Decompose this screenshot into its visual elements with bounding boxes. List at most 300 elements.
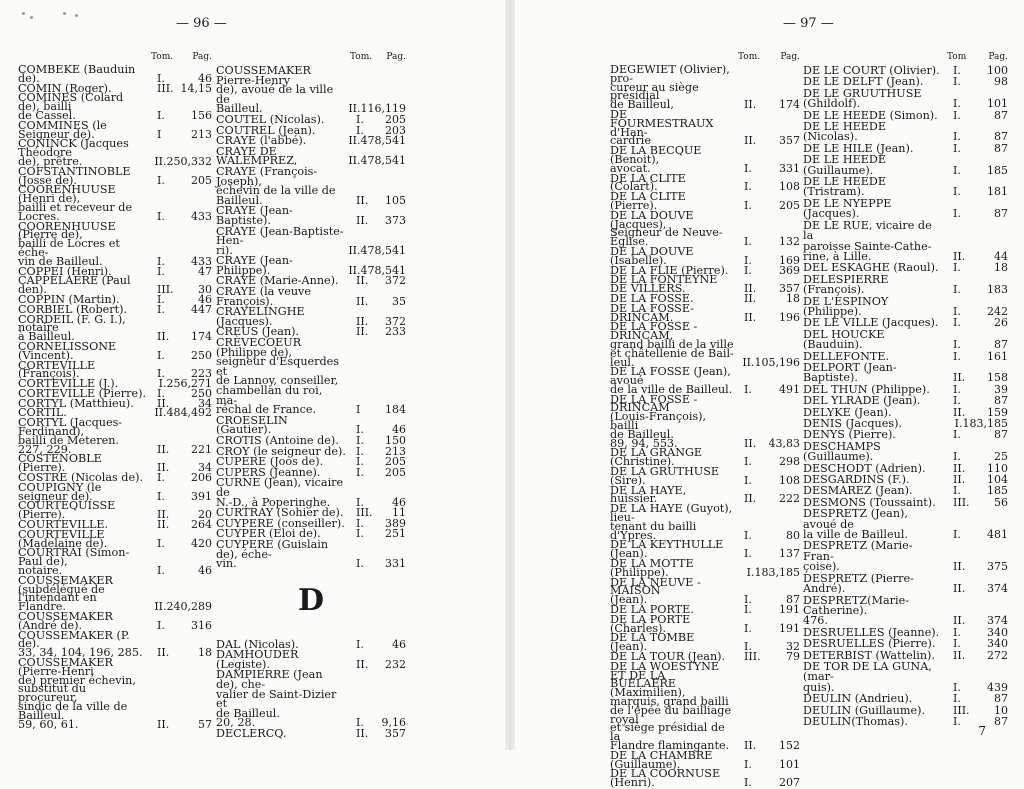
index-entry [18,183,212,223]
entry-name: COMMINES (le Seigneur de). [18,118,107,141]
entry-name: DE LA CLITE (Colart). [610,171,686,194]
entry-name: DESPRETZ (Jean), avoué de la ville de Bailleul. [803,507,908,542]
entry-name: CUYPERE (Guislain de), éche- vin. [216,537,329,571]
entry-volume: I. [953,207,961,221]
index-entry [18,339,212,362]
entry-page: II.240,289 [154,600,212,614]
entry-page: 87 [994,428,1008,442]
entry-name: CORBIEL (Robert). [18,302,128,316]
index-entry [803,327,1008,352]
entry-volume: I. [744,263,752,277]
entry-volume: II. [356,314,369,328]
index-entry [803,155,1008,176]
entry-volume: III. [356,506,373,520]
entry-volume: I. [157,264,165,278]
entry-name: DESRUELLES (Jeanne). [803,625,940,639]
entry-volume: I. [157,386,165,400]
entry-name: CURTRAY (Sohier de). [216,506,344,520]
entry-name: DETERBIST (Wattelin). [803,648,935,662]
entry-name: DE LA FOSSE - DRINCAM (Louis-François), bailli de Bailleul. 89, 94, 553. [610,392,707,450]
entry-name: CRAYE DE WALEMPREZ, [216,144,298,168]
entry-page: 357 [385,727,406,741]
entry-name: DE LE GRUUTHUSE (Ghildolf). [803,86,922,111]
ink-speck [63,12,66,15]
index-entry [216,206,406,225]
entry-page: 104 [987,473,1008,487]
entry-volume: I. [744,455,752,469]
entry-page: 87 [994,108,1008,122]
entry-volume: II. [356,325,369,339]
index-entry [610,659,800,752]
entry-name: DE LA DOUVE (Isabelle). [610,244,694,267]
entry-page: II.250,332 [154,154,212,168]
index-entry [803,509,1008,540]
entry-page: 389 [385,516,406,530]
entry-page: 174 [191,330,212,344]
entry-volume: II. [356,193,369,207]
signature-mark: 7 [978,724,986,738]
entry-name: CRAYE (François-Joseph), échevin de la ville de Bailleul. [216,164,336,207]
index-entry [803,177,1008,198]
entry-volume: I. [953,130,961,144]
entry-page: 331 [779,161,800,175]
index-entry [803,659,1008,694]
entry-volume: I. [953,428,961,442]
entry-page: 87 [994,714,1008,728]
entry-volume: I. [157,292,165,306]
right-page [515,0,1024,789]
entry-name: COFSTANTINOBLE (Josse de). [18,164,131,187]
entry-volume: III. [157,81,174,95]
index-entry [216,650,406,669]
index-entry [18,91,212,122]
entry-name: COUSSEMAKER Pierre-Henry de), avoué de la ville de Bailleul. [216,64,334,116]
entry-page: 213 [191,127,212,141]
entry-page: 100 [987,64,1008,77]
entry-name: COUTEL (Nicolas). [216,112,325,126]
entry-volume: I. [953,64,961,77]
entry-page: 174 [779,98,800,112]
entry-page: 272 [987,648,1008,662]
entry-name: DE LE RUE, vicaire de la paroisse Sainte-Cathe- rine, à Lille. [803,218,932,263]
entry-page: 251 [385,527,406,541]
entry-page: 46 [392,495,406,509]
entry-name: DE LA KEYTHULLE (Jean). [610,538,724,561]
entry-name: DAMPIERRE (Jean de), che- valier de Saint-Dizier et de Bailleul. 20, 28. [216,668,337,730]
entry-volume: II. [744,291,757,305]
entry-name: DEULIN (Andrieu). [803,692,913,706]
entry-page: 105 [385,193,406,207]
entry-volume: I. [356,444,364,458]
entry-name: COMBEKE (Bauduin de). [18,63,136,85]
entry-volume: I. [744,757,752,771]
entry-name: COUPIGNY (le seigneur de). [18,480,102,503]
entry-volume: I. [953,450,961,464]
entry-volume: II. [953,371,966,385]
entry-page: 47 [198,264,212,278]
entry-page: 150 [385,433,406,447]
entry-name: DESPRETZ (Pierre-André). [803,571,914,596]
entry-page: 32 [786,640,800,654]
entry-page: II.484,492 [154,406,212,420]
entry-name: DE L'ESPINOY (Philippe). [803,294,889,318]
index-column [610,52,800,789]
entry-page: 44 [994,249,1008,263]
entry-volume: II. [953,249,966,263]
entry-page: 222 [779,492,800,506]
entry-name: DESMAREZ (Jean). [803,484,913,498]
entry-name: CRÈVECOEUR (Philippe de), seigneur d'Esquerdes et de Lannoy, conseiller, chambellan du roi, ma- réchal de France. [216,336,340,417]
entry-volume: I. [953,692,961,706]
entry-name: DEL HOUCKE (Bauduin). [803,327,885,352]
entry-page: 46 [392,423,406,437]
entry-volume: I. [953,637,961,651]
entry-volume: II. [744,436,757,450]
entry-page: 80 [786,528,800,542]
entry-name: CORDEIL (F. G. I.), notaire à Bailleul. [18,312,126,344]
entry-name: CURNE (Jean), vicaire de N.-D., à Poperinghe. [216,476,344,509]
index-entry [610,575,800,607]
entry-page: 79 [786,650,800,663]
entry-page: 250 [191,348,212,362]
entry-name: DE LA DOUVE (Jacques), Seigneur de Neuve- Église. [610,208,723,249]
index-entry [610,320,800,369]
entry-page: 169 [779,253,800,267]
index-entry [610,392,800,450]
index-entry [18,656,212,731]
entry-page: 242 [987,304,1008,318]
entry-name: DE LE HEEDE (Nicolas). [803,120,887,144]
entry-page: 264 [191,518,212,532]
entry-name: CUYPERE (conseiller). [216,516,345,530]
entry-page: 420 [191,536,212,550]
entry-page: 433 [191,254,212,268]
index-entry [18,312,212,344]
entry-volume: II. [356,274,369,288]
entry-volume: I. [157,564,165,578]
header-tom: Tom. [350,52,373,62]
entry-name: DEL THUN (Philippe). [803,382,930,396]
entry-page: 205 [779,198,800,212]
entry-volume: I. [953,141,961,155]
entry-name: DE LA FOSSE. [610,291,694,305]
entry-volume: I. [744,528,752,542]
entry-volume: I. [953,304,961,318]
entry-page: 158 [987,371,1008,385]
index-entry [803,571,1008,596]
entry-name: DE LE HEEDE (Guillaume). [803,153,887,177]
index-entry [216,537,406,571]
entry-name: CRAYE (Jean-Baptiste). [216,204,293,227]
entry-name: CORTYL (Jacques-Ferdinand), bailli de Meteren. 227, 229. [18,416,123,456]
book-gutter [505,0,515,750]
entry-name: DAMHOUDER (Legiste). [216,648,299,671]
entry-page: 439 [987,680,1008,694]
index-entry [18,546,212,578]
entry-page: 18 [198,646,212,660]
index-entry [216,670,406,728]
entry-page: 14,15 [180,81,212,95]
entry-name: CORTEVILLE (François). [18,358,96,381]
entry-name: DE LA PORTE (Charles). [610,612,691,635]
entry-name: DE LA COORNUSE (Henri). [610,767,721,789]
entry-name: DELYKE (Jean). [803,405,892,419]
entry-page: 331 [385,557,406,571]
entry-page: 213 [385,444,406,458]
index-entry [216,287,406,306]
entry-name: CORTEVILLE (J.). [18,377,119,391]
entry-volume: I. [953,338,961,352]
entry-page: I.256,271 [158,377,212,391]
entry-name: COURTEVILLE. [18,518,109,532]
index-entry [610,244,800,267]
index-entry [803,272,1008,297]
entry-name: COSTRE (Nicolas de). [18,471,143,485]
entry-page: 369 [779,263,800,277]
index-entry [18,573,212,614]
entry-name: COPPEI (Henri). [18,264,112,278]
entry-name: COURTEQUISSE (Pierre). [18,499,116,522]
entry-name: CRAYE (l'abbé). [216,134,307,148]
entry-volume: I. [744,382,752,396]
entry-volume: I. [157,209,165,223]
header-pag: Pag. [988,52,1008,62]
entry-name: CUYPER (Eloi de). [216,527,321,541]
entry-volume: I. [953,349,961,363]
index-entry [216,478,406,507]
entry-volume: I. [744,161,752,175]
entry-volume: I [157,127,162,141]
entry-page: 46 [198,71,212,85]
entry-volume: I. [744,547,752,561]
index-entry [18,628,212,660]
index-column [18,52,212,730]
entry-page: 20 [198,508,212,522]
index-entry [803,294,1008,318]
entry-page: 101 [779,757,800,771]
index-entry [803,593,1008,628]
index-entry [803,541,1008,572]
entry-page: 34 [198,396,212,410]
entry-volume: II. [953,560,966,574]
entry-name: DE LE VILLE (Jacques). [803,316,939,330]
entry-page: 56 [994,495,1008,509]
entry-volume: II. [744,134,757,148]
entry-name: CORTYL (Matthieu). [18,396,134,410]
index-column [803,52,1008,728]
entry-volume: II. [953,405,966,419]
entry-volume: I. [744,593,752,607]
entry-volume: I. [744,235,752,249]
entry-name: CAPPELAERE (Paul den). [18,274,131,297]
entry-page: 11 [392,506,406,520]
index-entry [803,86,1008,111]
index-entry [803,639,1008,649]
ink-speck [22,12,25,15]
entry-volume: I. [953,75,961,89]
entry-page: 25 [994,450,1008,464]
entry-name: COURTRAI (Simon-Paul de), notaire. [18,546,130,578]
index-entry [18,219,212,268]
entry-volume: I. [953,163,961,177]
entry-page: 205 [385,455,406,469]
entry-name: COUSSEMAKER (André de). [18,610,113,632]
index-entry [610,557,800,579]
entry-name: CUPERS (Jeanne). [216,465,321,479]
entry-name: DESCHODT (Adrien). [803,461,926,475]
entry-page: 232 [385,657,406,671]
entry-page: 98 [994,75,1008,89]
entry-name: DAL (Nicolas). [216,637,299,651]
entry-volume: I. [953,185,961,199]
entry-volume: I. [744,473,752,487]
entry-name: DE LE NYEPPE (Jacques). [803,196,892,221]
entry-page: 35 [392,294,406,308]
entry-name: DEL YLRADE (Jean). [803,394,921,408]
entry-name: DELPORT (Jean-Baptiste). [803,360,897,385]
entry-page: 87 [994,692,1008,706]
entry-page: 132 [779,235,800,249]
entry-volume: III. [953,703,970,717]
entry-page: 87 [994,394,1008,408]
entry-volume: I. [953,484,961,498]
entry-page: 87 [994,130,1008,144]
entry-page: 110 [987,461,1008,475]
index-entry [610,365,800,396]
entry-volume: II. [356,213,369,227]
entry-volume: I. [356,112,364,126]
entry-volume: II. [157,396,170,410]
entry-page: II.478,541 [348,243,406,257]
entry-page: 185 [987,163,1008,177]
entry-name: DESPRETZ (Marie-Fran- çoise). [803,539,913,574]
entry-name: DE LA GRUTHUSE (Sire). [610,465,720,487]
entry-name: DE LE HEEDE (Tristram). [803,175,887,199]
entry-name: DEULIN (Guillaume). [803,703,926,717]
entry-volume: I. [157,348,165,362]
index-entry [803,439,1008,464]
entry-name: DELLEFONTE. [803,349,890,363]
entry-volume: II. [157,461,170,475]
entry-name: DESRUELLES (Pierre). [803,637,936,651]
entry-page: 357 [779,282,800,296]
index-entry [803,196,1008,221]
entry-volume: II. [157,508,170,522]
entry-name: DE LA PORTE. [610,603,694,617]
index-column [216,52,406,740]
entry-name: DE FOURMESTRAUX d'Han- cardrie [610,107,714,148]
entry-name: DE LE HEEDE (Simon). [803,108,938,122]
entry-name: DE LA FONTEYNE DE VILLERS. [610,273,718,296]
entry-name: COPPIN (Martin). [18,292,120,306]
entry-name: CRAYELINGHE (Jacques). [216,305,305,328]
entry-page: 43,83 [768,436,800,450]
index-entry [610,208,800,249]
page-number: — 97 — [783,16,834,31]
entry-page: 340 [987,637,1008,651]
entry-page: 205 [385,465,406,479]
entry-volume: I. [356,637,364,651]
entry-page: 372 [385,274,406,288]
entry-name: CRAYE (Jean-Baptiste-Hen- ri). [216,224,344,257]
entry-name: CREUS (Jean). [216,325,300,339]
entry-volume: II. [157,442,170,456]
entry-name: COUSSEMAKER (P. de). 33, 34, 104, 196, 285. [18,628,143,660]
entry-volume: II. [953,614,966,628]
entry-volume: I. [356,495,364,509]
entry-page: 491 [779,382,800,396]
index-entry [610,748,800,771]
index-entry [610,144,800,175]
entry-name: DE LE COURT (Olivier). [803,64,940,77]
entry-name: DENYS (Pierre). [803,428,896,442]
entry-volume: II. [744,310,757,324]
entry-volume: II. [356,657,369,671]
entry-volume: II. [953,473,966,487]
entry-volume: I. [953,625,961,639]
entry-name: DEL ESKAGHE (Raoul). [803,261,939,275]
entry-name: DE LA FLIE (Pierre). [610,263,729,277]
entry-page: 391 [191,489,212,503]
index-entry [610,107,800,148]
entry-volume: II. [157,717,170,731]
entry-name: COORENHUUSE (Pierre de), bailli de Locres et éche- vin de Bailleul. [18,219,120,268]
entry-page: II.478,541 [348,263,406,277]
entry-volume: I. [953,283,961,297]
entry-volume: I. [157,618,165,632]
entry-name: DELESPIERRE (François). [803,272,889,297]
entry-page: 87 [994,141,1008,155]
entry-volume: I [356,403,361,417]
entry-name: DE LA BECQUE (Benoit), avocat. [610,144,702,175]
header-pag: Pag. [192,52,212,62]
entry-page: 87 [994,338,1008,352]
entry-volume: I. [356,455,364,469]
entry-name: COORENHUUSE (Henri de), bailli et receveur de Locres. [18,183,133,223]
entry-page: 101 [987,97,1008,111]
entry-name: COMINES (Colard de), bailli de Cassel. [18,91,124,122]
entry-page: 26 [994,316,1008,330]
entry-page: 223 [191,367,212,381]
entry-volume: II. [953,582,966,596]
ink-speck [75,14,78,17]
entry-page: I.183,185 [746,565,800,579]
entry-volume: II. [744,738,757,752]
entry-name: DE LA HAYE (Guyot), lieu- tenant du bailli d'Ypres. [610,502,733,542]
entry-name: DE LA MOTTE (Philippe). [610,557,694,579]
index-entry [18,137,212,168]
index-entry [610,63,800,112]
entry-page: 372 [385,314,406,328]
entry-volume: III. [744,650,761,663]
entry-page: 39 [994,382,1008,396]
entry-name: COUSSEMAKER (subdélégué de l'intendant en Flandre. [18,573,113,614]
entry-volume: I. [157,254,165,268]
entry-name: COURTEVILLE (Madelaine de). [18,527,108,550]
entry-page: 373 [385,213,406,227]
entry-volume: I. [356,557,364,571]
index-entry [18,416,212,456]
entry-name: DESGARDINS (F.). [803,473,910,487]
header-tom: Tom [947,52,967,62]
entry-volume: I. [356,123,364,137]
entry-volume: I. [953,261,961,275]
entry-volume: I. [953,528,961,542]
entry-name: DE LA HAYE, huissier. [610,483,687,506]
index-entry [803,360,1008,385]
entry-name: CRAYE (Marie-Anne). [216,274,339,288]
entry-volume: I. [953,316,961,330]
